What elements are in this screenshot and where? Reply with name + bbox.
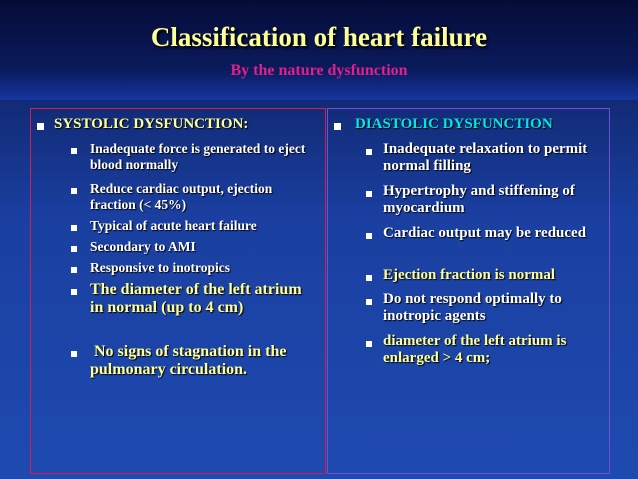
- diastolic-item-4: Ejection fraction is normal: [383, 267, 556, 283]
- bullet-square-icon: [366, 191, 372, 197]
- bullet-square-icon: [366, 233, 372, 239]
- systolic-item-7: No signs of stagnation in the pulmonary circulation.: [90, 343, 291, 379]
- bullet-square-icon: [71, 267, 77, 273]
- systolic-item-6: The diameter of the left atrium in normal (up to 4 cm): [90, 281, 302, 317]
- diastolic-panel: [327, 108, 610, 474]
- diastolic-item-5: Do not respond optimally to inotropic agents: [383, 291, 562, 325]
- bullet-square-icon: [71, 246, 77, 252]
- systolic-item-5: Responsive to inotropics: [90, 260, 231, 275]
- slide-title: Classification of heart failure: [150, 22, 488, 52]
- diastolic-item-2: Hypertrophy and stiffening of myocardium: [383, 183, 575, 217]
- bullet-square-icon: [37, 123, 44, 130]
- bullet-square-icon: [334, 123, 341, 130]
- diastolic-item-6: diameter of the left atrium is enlarged > 4 cm;: [383, 333, 567, 367]
- bullet-square-icon: [71, 351, 77, 357]
- bullet-square-icon: [366, 275, 372, 281]
- systolic-item-4: Secondary to AMI: [90, 239, 196, 254]
- bullet-square-icon: [366, 341, 372, 347]
- bullet-square-icon: [71, 148, 77, 154]
- diastolic-item-1: Inadequate relaxation to permit normal filling: [383, 141, 588, 175]
- slide-subtitle: By the nature dysfunction: [230, 62, 408, 79]
- diastolic-heading: DIASTOLIC DYSFUNCTION: [355, 116, 553, 132]
- systolic-heading: SYSTOLIC DYSFUNCTION:: [54, 116, 249, 132]
- systolic-item-1: Inadequate force is generated to eject blood normally: [90, 141, 306, 172]
- bullet-square-icon: [366, 149, 372, 155]
- bullet-square-icon: [71, 289, 77, 295]
- bullet-square-icon: [71, 225, 77, 231]
- systolic-panel: [30, 108, 326, 474]
- diastolic-item-3: Cardiac output may be reduced: [383, 225, 587, 241]
- systolic-item-2: Reduce cardiac output, ejection fraction (< 45%): [90, 181, 273, 212]
- systolic-item-3: Typical of acute heart failure: [90, 218, 257, 233]
- bullet-square-icon: [366, 299, 372, 305]
- bullet-square-icon: [71, 188, 77, 194]
